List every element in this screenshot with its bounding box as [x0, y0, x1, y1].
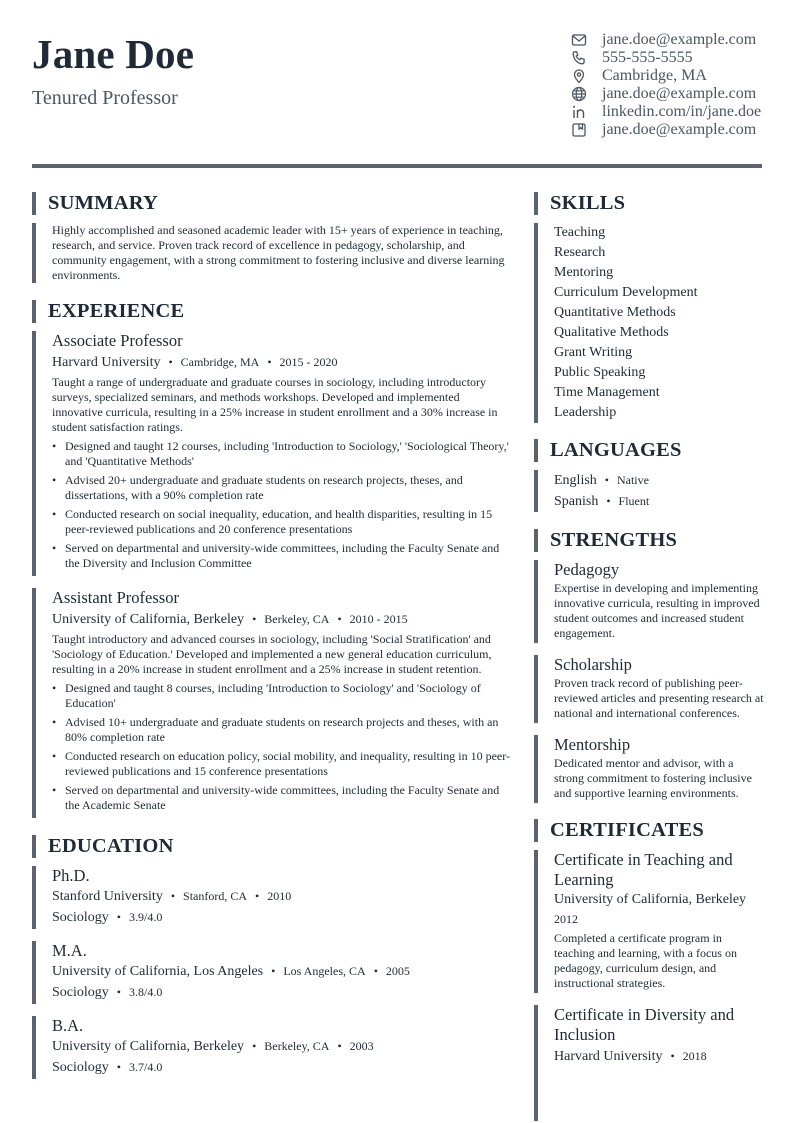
- education-field: Sociology • 3.8/4.0: [52, 985, 163, 1000]
- job-bullet: • Advised 10+ undergraduate and graduate students on research projects and theses, with an 80% completion rate: [52, 715, 512, 745]
- certificate-entry: [534, 1005, 764, 1121]
- field-of-study: Sociology: [52, 1060, 109, 1075]
- degree-name: Ph.D.: [52, 866, 90, 885]
- language-name: Spanish: [554, 494, 599, 509]
- contact-location: [570, 67, 790, 85]
- job-bullet: • Served on departmental and university-wide committees, including the Faculty Senate and the Academic Senate: [52, 783, 512, 813]
- language-item: Spanish • Fluent: [554, 494, 650, 509]
- job-bullet: • Served on departmental and university-wide committees, including the Faculty Senate and the Diversity and Inclusion Committee: [52, 541, 512, 571]
- job-description: Taught a range of undergraduate and graduate courses in sociology, including introductory surveys, specialized seminars, and methods workshops. Developed and implemented innovative curricula, resulting in a 25% increase in student enrollment and a 30% increase in student satisfaction ratings.: [52, 375, 498, 434]
- skill-item: Time Management: [554, 385, 660, 400]
- location-icon: [570, 68, 587, 85]
- job-location: Cambridge, MA: [180, 355, 260, 369]
- strength-title: Mentorship: [554, 735, 631, 754]
- education-field: Sociology • 3.9/4.0: [52, 910, 163, 925]
- language-level: Fluent: [618, 494, 650, 508]
- contact-website-text: jane.doe@example.com: [602, 85, 757, 102]
- strength-entry: [534, 735, 764, 803]
- education-meta: University of California, Los Angeles • Los Angeles, CA • 2005: [52, 964, 410, 979]
- certificate-title: Certificate in Diversity and Inclusion: [554, 1005, 735, 1044]
- job-bullet: • Designed and taught 12 courses, including 'Introduction to Sociology,' 'Sociological Theory,' and 'Quantitative Methods': [52, 439, 512, 469]
- job-entry: [32, 331, 512, 576]
- contact-email-text: jane.doe@example.com: [602, 31, 757, 48]
- main-column: [32, 192, 512, 1079]
- strengths-heading: STRENGTHS: [534, 529, 764, 552]
- candidate-name: Jane Doe: [32, 31, 195, 77]
- gpa: 3.8/4.0: [128, 985, 163, 999]
- contact-portfolio[interactable]: [570, 121, 790, 139]
- job-org: University of California, Berkeley: [52, 612, 245, 627]
- email-icon: [570, 32, 587, 49]
- summary-text: Highly accomplished and seasoned academic leader with 15+ years of experience in teaching, research, and service. Proven track record of excellence in pedagogy, scholarship, and community engagement, with a strong commitment to fostering inclusive and diverse learning environments.: [32, 223, 512, 283]
- contact-phone-text: 555-555-5555: [602, 49, 693, 66]
- education-field: Sociology • 3.7/4.0: [52, 1060, 163, 1075]
- certificate-year: 2012: [554, 912, 578, 926]
- field-of-study: Sociology: [52, 985, 109, 1000]
- strength-entry: [534, 560, 764, 643]
- phone-icon: [570, 50, 587, 67]
- certificate-issuer: University of California, Berkeley: [554, 892, 747, 907]
- contact-portfolio-text: jane.doe@example.com: [602, 121, 757, 138]
- degree-name: M.A.: [52, 941, 87, 960]
- certificate-entry: [534, 850, 764, 993]
- job-title: Associate Professor: [52, 331, 183, 350]
- strength-text: Expertise in developing and implementing innovative curricula, resulting in improved student outcomes and increased student engagement.: [554, 581, 760, 640]
- job-entry: [32, 588, 512, 818]
- school-location: Los Angeles, CA: [283, 964, 366, 978]
- skill-item: Qualitative Methods: [554, 325, 669, 340]
- experience-heading: EXPERIENCE: [32, 300, 512, 323]
- job-bullet: • Designed and taught 8 courses, including 'Introduction to Sociology' and 'Sociology of Education': [52, 681, 512, 711]
- skill-item: Leadership: [554, 405, 617, 420]
- skill-item: Research: [554, 245, 606, 260]
- sidebar-column: [534, 192, 764, 1121]
- gpa: 3.7/4.0: [128, 1060, 163, 1074]
- job-bullets: [52, 439, 512, 571]
- certificate-title: Certificate in Teaching and Learning: [554, 850, 733, 889]
- graduation-year: 2010: [267, 889, 292, 903]
- strength-text: Dedicated mentor and advisor, with a strong commitment to fostering inclusive and supportive learning environments.: [554, 756, 752, 800]
- school-location: Berkeley, CA: [264, 1039, 330, 1053]
- graduation-year: 2005: [385, 964, 410, 978]
- education-entry: [32, 1016, 512, 1079]
- contact-linkedin[interactable]: [570, 103, 790, 121]
- certificate-meta: Harvard University • 2018: [554, 1049, 707, 1064]
- school-name: University of California, Berkeley: [52, 1039, 245, 1054]
- contact-linkedin-text: linkedin.com/in/jane.doe: [602, 103, 762, 120]
- linkedin-icon: [570, 104, 587, 121]
- job-dates: 2010 - 2015: [349, 612, 408, 626]
- job-org: Harvard University: [52, 355, 161, 370]
- summary-heading: SUMMARY: [32, 192, 512, 215]
- job-bullets: [52, 681, 512, 813]
- field-of-study: Sociology: [52, 910, 109, 925]
- strength-text: Proven track record of publishing peer-reviewed articles and presenting research at national and international conferences.: [554, 676, 764, 720]
- job-location: Berkeley, CA: [264, 612, 330, 626]
- job-meta: Harvard University • Cambridge, MA • 2015 - 2020: [52, 355, 338, 370]
- bookmark-icon: [570, 122, 587, 139]
- contact-email[interactable]: [570, 31, 790, 49]
- contact-website[interactable]: [570, 85, 790, 103]
- candidate-title: Tenured Professor: [32, 87, 178, 109]
- globe-icon: [570, 86, 587, 103]
- certificate-text: Completed a certificate program in teaching and learning, with a focus on pedagogy, curriculum design, and instructional strategies.: [554, 931, 737, 990]
- certificates-heading: CERTIFICATES: [534, 819, 764, 842]
- languages-list: [534, 470, 764, 512]
- skill-item: Public Speaking: [554, 365, 646, 380]
- strength-title: Scholarship: [554, 655, 632, 674]
- job-bullet: • Conducted research on social inequality, education, and health disparities, resulting in 15 peer-reviewed publications and 20 conference presentations: [52, 507, 512, 537]
- contact-location-text: Cambridge, MA: [602, 67, 707, 84]
- education-meta: University of California, Berkeley • Berkeley, CA • 2003: [52, 1039, 374, 1054]
- gpa: 3.9/4.0: [128, 910, 163, 924]
- job-description: Taught introductory and advanced courses in sociology, including 'Social Stratification' and 'Sociology of Education.' Developed and implemented a new general education curriculum, resulting in a 20% increase in student enrollment and a 25% increase in student retention.: [52, 632, 492, 676]
- education-entry: [32, 866, 512, 929]
- job-bullet: • Advised 20+ undergraduate and graduate students on research projects, theses, and dissertations, with a 90% completion rate: [52, 473, 512, 503]
- skill-item: Teaching: [554, 225, 606, 240]
- certificate-issuer: Harvard University: [554, 1049, 663, 1064]
- header-divider: [32, 164, 762, 168]
- contact-list: [570, 31, 790, 139]
- languages-heading: LANGUAGES: [534, 439, 764, 462]
- education-entry: [32, 941, 512, 1004]
- language-name: English: [554, 473, 597, 488]
- strength-entry: [534, 655, 764, 723]
- school-location: Stanford, CA: [183, 889, 248, 903]
- job-title: Assistant Professor: [52, 588, 179, 607]
- skill-item: Grant Writing: [554, 345, 633, 360]
- skill-item: Quantitative Methods: [554, 305, 676, 320]
- contact-phone[interactable]: [570, 49, 790, 67]
- school-name: University of California, Los Angeles: [52, 964, 264, 979]
- language-level: Native: [616, 473, 649, 487]
- skill-item: Curriculum Development: [554, 285, 698, 300]
- skills-heading: SKILLS: [534, 192, 764, 215]
- job-bullet: • Conducted research on education policy, social mobility, and inequality, resulting in 10 peer-reviewed publications and 15 conference presentations: [52, 749, 512, 779]
- language-item: English • Native: [554, 473, 649, 488]
- skills-list: [534, 223, 764, 423]
- education-heading: EDUCATION: [32, 835, 512, 858]
- graduation-year: 2003: [349, 1039, 374, 1053]
- education-meta: Stanford University • Stanford, CA • 2010: [52, 889, 292, 904]
- job-dates: 2015 - 2020: [279, 355, 338, 369]
- certificate-year: 2018: [682, 1049, 707, 1063]
- strength-title: Pedagogy: [554, 560, 620, 579]
- school-name: Stanford University: [52, 889, 163, 904]
- job-meta: University of California, Berkeley • Berkeley, CA • 2010 - 2015: [52, 612, 408, 627]
- skill-item: Mentoring: [554, 265, 614, 280]
- degree-name: B.A.: [52, 1016, 84, 1035]
